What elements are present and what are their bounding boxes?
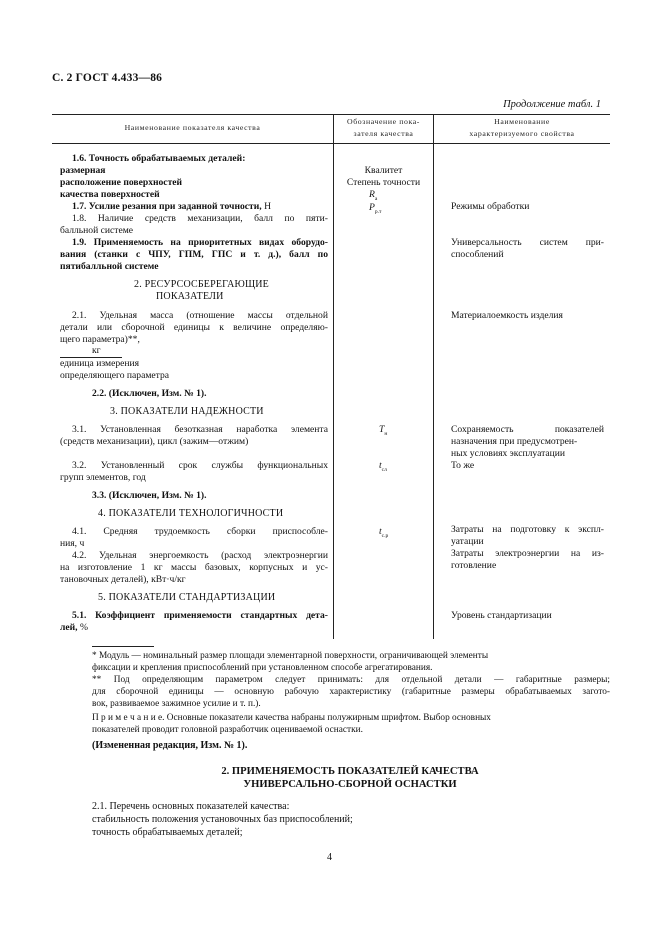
footnote-2-line3: вок, развиваемое зажимное усилие и т. п.). bbox=[92, 699, 261, 709]
symbol-tsl: $t_{сл}$ bbox=[379, 460, 387, 473]
property-preparation-line1: Затраты на подготовку к экспл- bbox=[451, 524, 604, 535]
row-1-8-line2: балльной системе bbox=[60, 225, 134, 236]
row-4-2-line1: 4.2. Удельная энергоемкость (расход электроэнергии bbox=[72, 550, 328, 561]
footnote-1-line1: * Модуль — номинальный размер площади элементарной поверхности, ограничивающей элементы bbox=[92, 651, 489, 661]
row-3-2-line1: 3.2. Установленный срок службы функциональных bbox=[72, 460, 328, 471]
section-2-heading-line1: 2. РЕСУРСОСБЕРЕГАЮЩИЕ bbox=[134, 279, 269, 290]
row-1-9-line1: 1.9. Применяемость на приоритетных видах оборудо- bbox=[72, 237, 328, 248]
section-2-title-line2: УНИВЕРСАЛЬНО-СБОРНОЙ ОСНАСТКИ bbox=[243, 779, 457, 790]
col-header-name: Наименование показателя качества bbox=[124, 123, 261, 132]
row-2-1-line1: 2.1. Удельная масса (отношение массы отдельной bbox=[72, 310, 328, 321]
row-4-2-line3: тановочных деталей), кВт·ч/кг bbox=[60, 574, 186, 585]
property-standardization-level: Уровень стандартизации bbox=[451, 610, 552, 621]
row-4-1-line1: 4.1. Средняя трудоемкость сборки приспособле- bbox=[72, 526, 328, 537]
row-3-1-line1: 3.1. Установленная безотказная наработка элемента bbox=[72, 424, 328, 435]
section-3-heading: 3. ПОКАЗАТЕЛИ НАДЕЖНОСТИ bbox=[110, 406, 264, 417]
section-2-1-line3: точность обрабатываемых деталей; bbox=[92, 827, 243, 838]
table-col-divider-1 bbox=[333, 114, 334, 639]
row-1-9-line3: пятибалльной системе bbox=[60, 261, 159, 272]
row-2-1-unit-kg: кг bbox=[92, 345, 101, 356]
property-energy-line2: готовление bbox=[451, 560, 497, 571]
row-1-6-size: размерная bbox=[60, 165, 106, 176]
row-2-1-denominator-1: единица измерения bbox=[60, 358, 140, 369]
footnote-2-line2: для сборочной единицы — основную рабочую характеристику (габаритные размеры обрабатываемых загото- bbox=[92, 687, 610, 697]
property-preservation-line1: Сохраняемость показателей bbox=[451, 424, 604, 435]
row-1-7: 1.7. Усилие резания при заданной точности, Н bbox=[72, 201, 272, 212]
property-same: То же bbox=[451, 460, 475, 471]
property-universality-line1: Универсальность систем при- bbox=[451, 237, 604, 248]
row-1-6-surface: качества поверхностей bbox=[60, 189, 160, 200]
row-3-3-excluded: 3.3. (Исключен, Изм. № 1). bbox=[92, 490, 207, 501]
row-1-6-title: 1.6. Точность обрабатываемых деталей: bbox=[72, 153, 246, 164]
property-preservation-line2: назначения при предусмотрен- bbox=[451, 436, 578, 447]
row-1-9-line2: вания (станки с ЧПУ, ГПМ, ГПС и т. д.), балл по bbox=[60, 249, 328, 260]
table-header-rule bbox=[52, 143, 610, 144]
row-4-1-line2: ния, ч bbox=[60, 538, 85, 549]
symbol-accuracy-degree: Степень точности bbox=[346, 177, 421, 188]
property-preservation-line3: ных условиях эксплуатации bbox=[451, 448, 566, 459]
row-2-1-line3: щего параметра)**, bbox=[60, 334, 140, 345]
edition-note: (Измененная редакция, Изм. № 1). bbox=[92, 740, 248, 751]
section-2-title-line1: 2. ПРИМЕНЯЕМОСТЬ ПОКАЗАТЕЛЕЙ КАЧЕСТВА bbox=[221, 766, 479, 777]
section-5-heading: 5. ПОКАЗАТЕЛИ СТАНДАРТИЗАЦИИ bbox=[98, 592, 276, 603]
note-line1: П р и м е ч а н и е. Основные показатели качества набраны полужирным шрифтом. Выбор основных bbox=[92, 713, 491, 723]
table-continuation-label: Продолжение табл. 1 bbox=[503, 99, 601, 110]
row-5-1-line1: 5.1. Коэффициент применяемости стандартных дета- bbox=[72, 610, 328, 621]
symbol-ra: $R_a$ bbox=[369, 189, 378, 202]
section-4-heading: 4. ПОКАЗАТЕЛИ ТЕХНОЛОГИЧНОСТИ bbox=[98, 508, 284, 519]
section-2-1-line2: стабильность положения установочных баз приспособлений; bbox=[92, 814, 353, 825]
table-top-rule bbox=[52, 114, 610, 115]
symbol-qualitet: Квалитет bbox=[364, 165, 403, 176]
property-preparation-line2: уатации bbox=[451, 536, 484, 547]
note-line2: показателей проводит головной разработчик оцениваемой оснастки. bbox=[92, 725, 363, 735]
row-3-2-line2: групп элементов, год bbox=[60, 472, 146, 483]
section-2-1-line1: 2.1. Перечень основных показателей качества: bbox=[92, 801, 290, 812]
symbol-tn: $T_н$ bbox=[379, 424, 388, 437]
col-header-property: Наименование характеризуемого свойства bbox=[469, 117, 575, 138]
footnote-separator bbox=[92, 646, 154, 647]
footnote-1-line2: фиксации и крепления приспособлений при установленном способе агрегатирования. bbox=[92, 663, 433, 673]
property-machining-modes: Режимы обработки bbox=[451, 201, 530, 212]
table-col-divider-2 bbox=[433, 114, 434, 639]
row-1-6-position: расположение поверхностей bbox=[60, 177, 183, 188]
col-header-symbol: Обозначение пока- зателя качества bbox=[346, 117, 421, 138]
section-2-heading-line2: ПОКАЗАТЕЛИ bbox=[156, 291, 224, 302]
row-1-8-line1: 1.8. Наличие средств механизации, балл по пяти- bbox=[72, 213, 328, 224]
document-header: С. 2 ГОСТ 4.433—86 bbox=[52, 72, 163, 84]
footnote-2-line1: ** Под определяющим параметром следует принимать: для отдельной детали — габаритные размеры; bbox=[92, 675, 610, 685]
symbol-prt: $P_{р.т}$ bbox=[369, 202, 382, 215]
row-2-2-excluded: 2.2. (Исключен, Изм. № 1). bbox=[92, 388, 207, 399]
row-2-1-denominator-2: определяющего параметра bbox=[60, 370, 170, 381]
property-energy-line1: Затраты электроэнергии на из- bbox=[451, 548, 604, 559]
row-4-2-line2: на изготовление 1 кг массы базовых, корпусных и ус- bbox=[60, 562, 328, 573]
row-3-1-line2: (средств механизации), цикл (зажим—отжим) bbox=[60, 436, 249, 447]
symbol-tsp: $t_{с.р}$ bbox=[379, 526, 389, 539]
row-5-1-line2: лей, % bbox=[60, 622, 88, 633]
row-2-1-line2: детали или сборочной единицы к величине определяю- bbox=[60, 322, 328, 333]
property-universality-line2: способлений bbox=[451, 249, 504, 260]
property-material-intensity: Материалоемкость изделия bbox=[451, 310, 563, 321]
page-number: 4 bbox=[327, 852, 332, 863]
